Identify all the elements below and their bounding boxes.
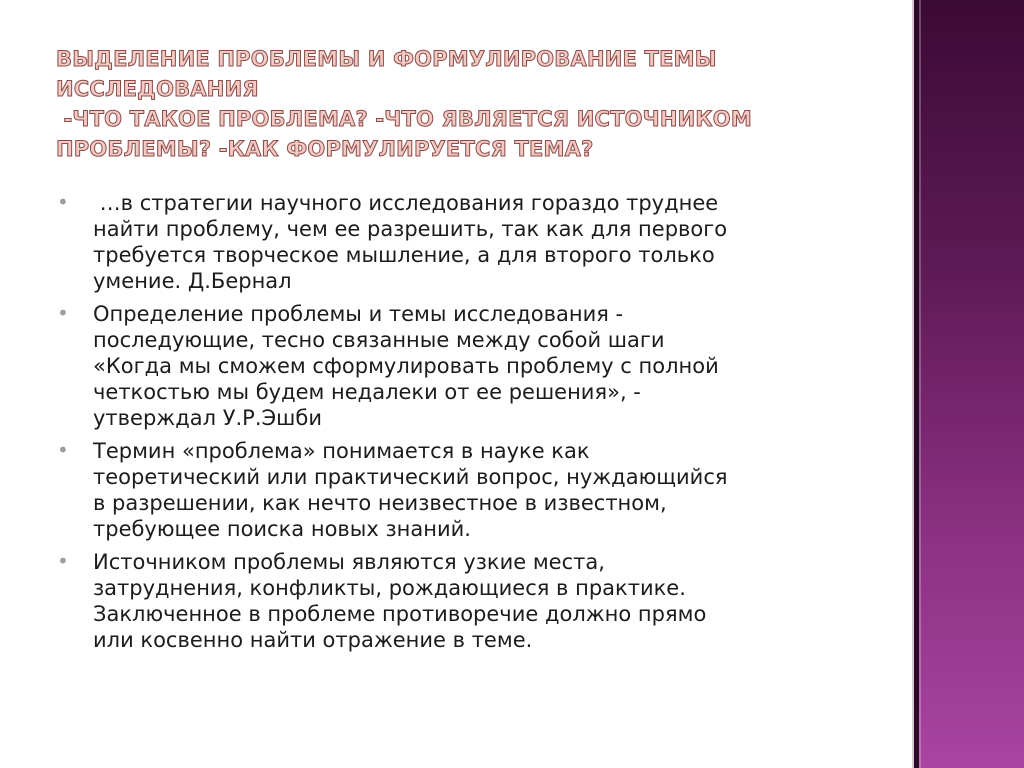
bullet-line: Источником проблемы являются узкие места, [93,550,605,574]
title-line: ПРОБЛЕМЫ? -КАК ФОРМУЛИРУЕТСЯ ТЕМА? [56,137,594,161]
title-line: -ЧТО ТАКОЕ ПРОБЛЕМА? -ЧТО ЯВЛЯЕТСЯ ИСТОЧНИКОМ [56,107,752,131]
bullet-line: утверждал У.Р.Эшби [93,406,322,430]
bullet-list [56,190,856,660]
bullet-line: Заключенное в проблеме противоречие должно прямо [93,602,707,626]
bullet-line: найти проблему, чем ее разрешить, так как для первого [93,217,728,241]
decorative-side-band [912,0,1024,768]
bullet-item-bernal-quote [56,190,856,294]
bullet-line: в разрешении, как нечто неизвестное в известном, [93,491,667,515]
bullet-text [93,190,856,294]
bullet-line: Определение проблемы и темы исследования - [93,302,624,326]
bullet-text [93,549,856,653]
bullet-icon: • [57,438,69,462]
side-band-stripe [919,0,921,768]
bullet-line: четкостью мы будем недалеки от ее решения», - [93,380,641,404]
bullet-line: или косвенно найти отражение в теме. [93,628,533,652]
bullet-line: …в стратегии научного исследования гораздо труднее [93,191,719,215]
bullet-icon: • [57,549,69,573]
title-line: ИССЛЕДОВАНИЯ [56,77,259,101]
bullet-line: Термин «проблема» понимается в науке как [93,439,590,463]
bullet-icon: • [57,301,69,325]
bullet-line: требующее поиска новых знаний. [93,517,471,541]
bullet-item-ashby-quote [56,301,856,431]
slide-title [56,44,876,164]
bullet-item-problem-source [56,549,856,653]
title-line: ВЫДЕЛЕНИЕ ПРОБЛЕМЫ И ФОРМУЛИРОВАНИЕ ТЕМЫ [56,47,717,71]
bullet-line: «Когда мы сможем сформулировать проблему с полной [93,354,719,378]
bullet-line: теоретический или практический вопрос, нуждающийся [93,465,728,489]
bullet-icon: • [57,190,69,214]
bullet-line: умение. Д.Бернал [93,269,292,293]
bullet-item-problem-definition [56,438,856,542]
bullet-text [93,438,856,542]
bullet-line: требуется творческое мышление, а для второго только [93,243,715,267]
bullet-line: затруднения, конфликты, рождающиеся в практике. [93,576,686,600]
bullet-line: последующие, тесно связанные между собой шаги [93,328,665,352]
bullet-text [93,301,856,431]
